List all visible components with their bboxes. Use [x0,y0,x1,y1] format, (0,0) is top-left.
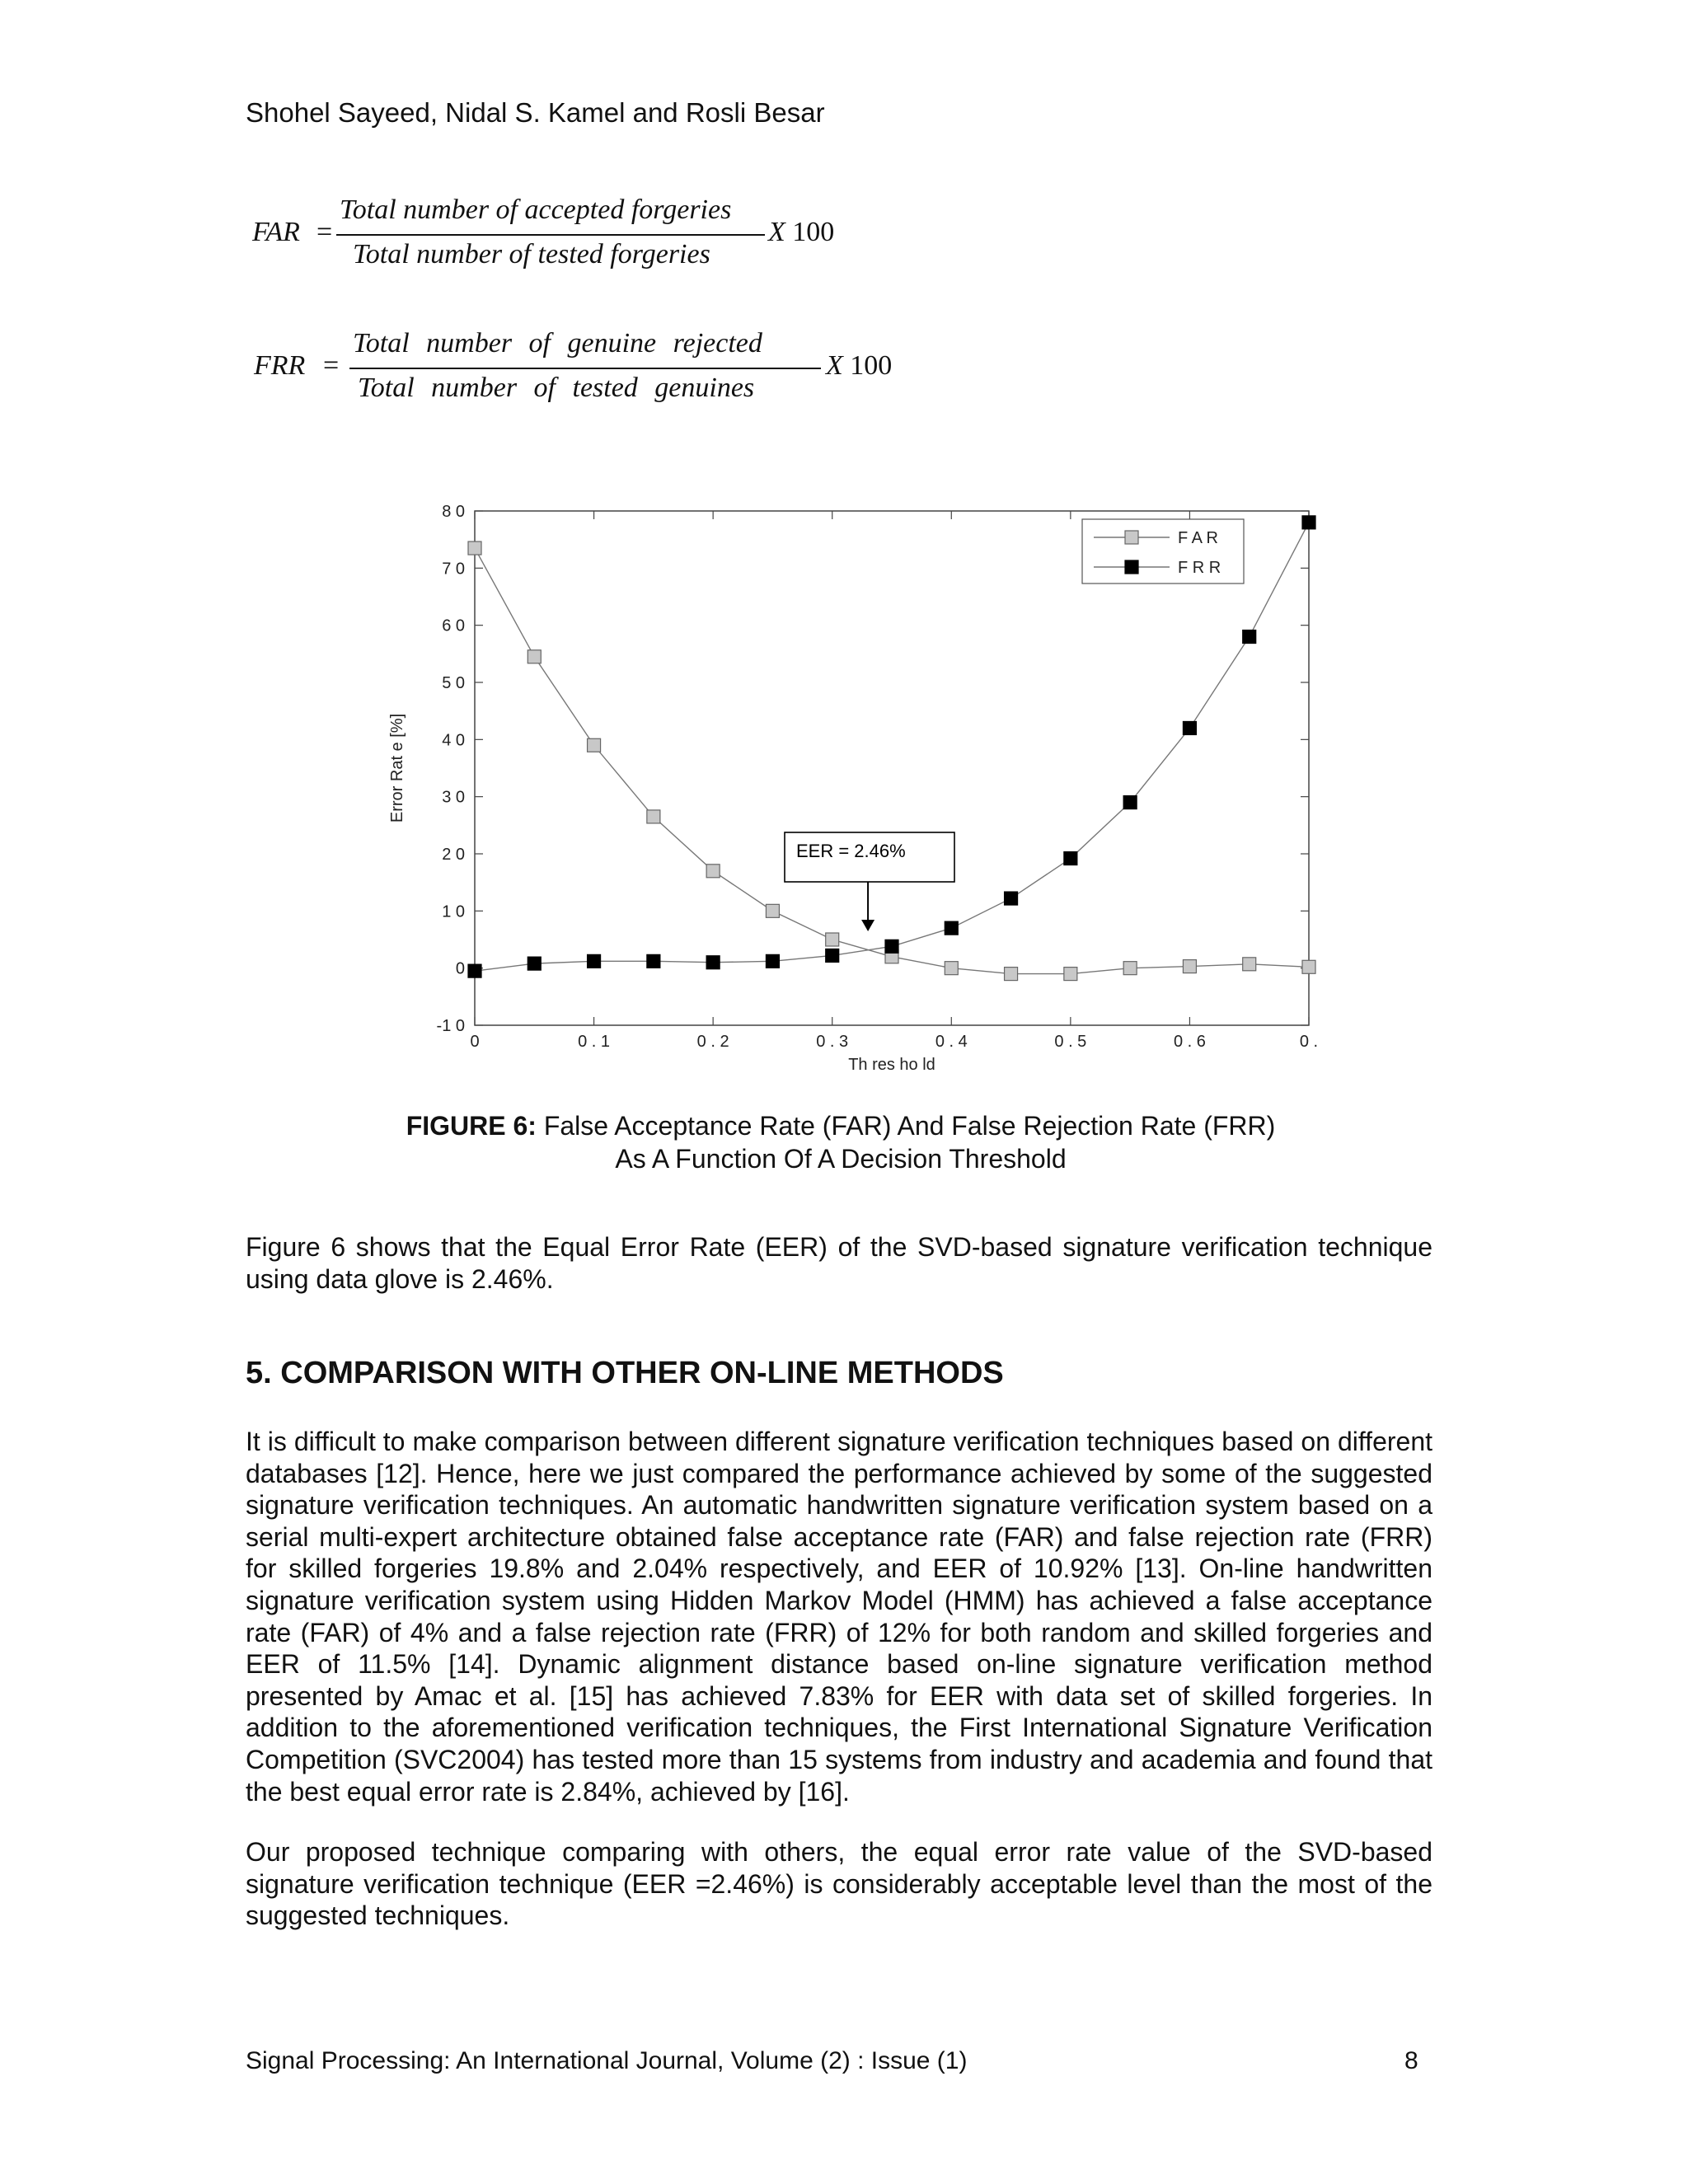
y-tick-label: 8 0 [442,503,465,521]
frr-marker [647,954,660,968]
far-multiplier [768,217,834,248]
far-marker [1064,968,1077,981]
x-tick-label: 0 . [1299,1033,1319,1051]
frr-marker [826,949,839,962]
frr-multiplier [826,350,892,382]
frr-marker [528,957,541,970]
eer-annotation-text: EER = 2.46% [796,841,906,861]
far-series-line [475,548,1309,974]
far-lhs: FAR [252,217,300,247]
far-marker [1005,968,1018,981]
far-marker [468,541,481,555]
x-tick-label: 0 . 1 [578,1033,611,1051]
figure-label: FIGURE 6: [406,1111,537,1141]
legend-label-frr: F R R [1178,559,1221,577]
frr-marker [468,964,481,977]
frr-marker [945,921,958,935]
frr-marker [706,956,720,969]
y-tick-label: -1 0 [436,1017,465,1035]
running-header: Shohel Sayeed, Nidal S. Kamel and Rosli Besar [246,97,825,128]
far-marker [1183,960,1196,973]
far-marker [528,650,541,663]
error-rate-chart [379,494,1335,1088]
y-tick-label: 7 0 [442,560,465,579]
y-tick-label: 5 0 [442,674,465,692]
frr-equals: = [323,350,340,381]
legend-marker-far [1125,531,1138,544]
y-tick-label: 1 0 [442,902,465,921]
frr-marker [1123,796,1137,809]
far-mult-value: 100 [792,217,835,247]
frr-lhs: FRR [254,350,306,381]
far-marker [588,738,601,752]
frr-marker [1064,852,1077,865]
frr-marker [588,954,601,968]
far-marker [647,810,660,823]
far-denominator: Total number of tested forgeries [353,239,710,269]
frr-numerator: Total number of genuine rejected [353,328,762,359]
footer-journal: Signal Processing: An International Journal, Volume (2) : Issue (1) [246,2047,968,2074]
paragraph-comparison: It is difficult to make comparison between different signature verification techniques based on different databases [12]. Hence, here we just compared the performance achieved by some of the suggested signature verification techniques. An automatic handwritten signature verification system based on a serial multi-expert architecture obtained false acceptance rate (FAR) and false rejection rate (FRR) for skilled forgeries 19.8% and 2.04% respectively, and EER of 10.92% [13]. On-line handwritten signature verification system using Hidden Markov Model (HMM) has achieved a false acceptance rate (FAR) of 4% and a false rejection rate (FRR) of 12% for both random and skilled forgeries and EER of 11.5% [14]. Dynamic alignment distance based on-line signature verification method presented by Amac et al. [15] has achieved 7.83% for EER with data set of skilled forgeries. In addition to the aforementioned verification techniques, the First International Signature Verification Competition (SVC2004) has tested more than 15 systems from industry and academia and found that the best equal error rate is 2.84%, achieved by [16]. [246,1427,1432,1807]
far-marker [1302,960,1315,973]
far-marker [826,933,839,946]
y-axis-label: Error Rat e [%] [388,713,406,823]
frr-mult-value: 100 [850,350,893,381]
y-tick-label: 0 [455,959,465,978]
x-axis-label: Th res ho ld [848,1056,935,1074]
frr-marker [1183,721,1196,734]
y-tick-label: 3 0 [442,788,465,807]
far-equals: = [316,217,333,247]
far-marker [766,904,779,917]
x-tick-label: 0 . 6 [1173,1033,1206,1051]
frr-mult-x: X [826,350,843,381]
far-marker [1243,958,1256,971]
eer-arrow-head [861,920,874,931]
y-tick-label: 6 0 [442,616,465,635]
figure-caption [247,1109,1434,1175]
x-tick-label: 0 . 4 [935,1033,968,1051]
footer-page-number: 8 [1404,2047,1418,2074]
x-tick-label: 0 [470,1033,480,1051]
paragraph-eer-result: Figure 6 shows that the Equal Error Rate (EER) of the SVD-based signature verification technique using data glove is 2.46%. [246,1232,1432,1294]
frr-marker [1005,892,1018,905]
figure-caption-line1: False Acceptance Rate (FAR) And False Rejection Rate (FRR) [543,1111,1276,1141]
far-equation [247,194,874,277]
frr-marker [766,954,779,968]
frr-marker [1243,630,1256,644]
figure-caption-line2: As A Function Of A Decision Threshold [615,1144,1067,1174]
frr-equation [247,328,923,410]
far-mult-x: X [768,217,785,247]
y-tick-label: 4 0 [442,731,465,750]
frr-denominator: Total number of tested genuines [358,373,755,403]
section-heading: 5. COMPARISON WITH OTHER ON-LINE METHODS [246,1356,1004,1390]
frr-marker [1302,516,1315,529]
far-fraction-bar [336,234,765,236]
x-tick-label: 0 . 2 [696,1033,729,1051]
x-tick-label: 0 . 3 [816,1033,849,1051]
frr-fraction-bar [349,368,821,369]
frr-marker [885,940,898,953]
paragraph-conclusion: Our proposed technique comparing with others, the equal error rate value of the SVD-based signature verification technique (EER =2.46%) is considerably acceptable level than the most of the suggested techniques. [246,1837,1432,1931]
legend-marker-frr [1125,560,1138,574]
far-marker [1123,962,1137,975]
far-numerator: Total number of accepted forgeries [340,194,732,225]
y-tick-label: 2 0 [442,846,465,864]
far-marker [706,865,720,878]
x-tick-label: 0 . 5 [1054,1033,1087,1051]
far-marker [945,962,958,975]
legend-label-far: F A R [1178,529,1218,547]
